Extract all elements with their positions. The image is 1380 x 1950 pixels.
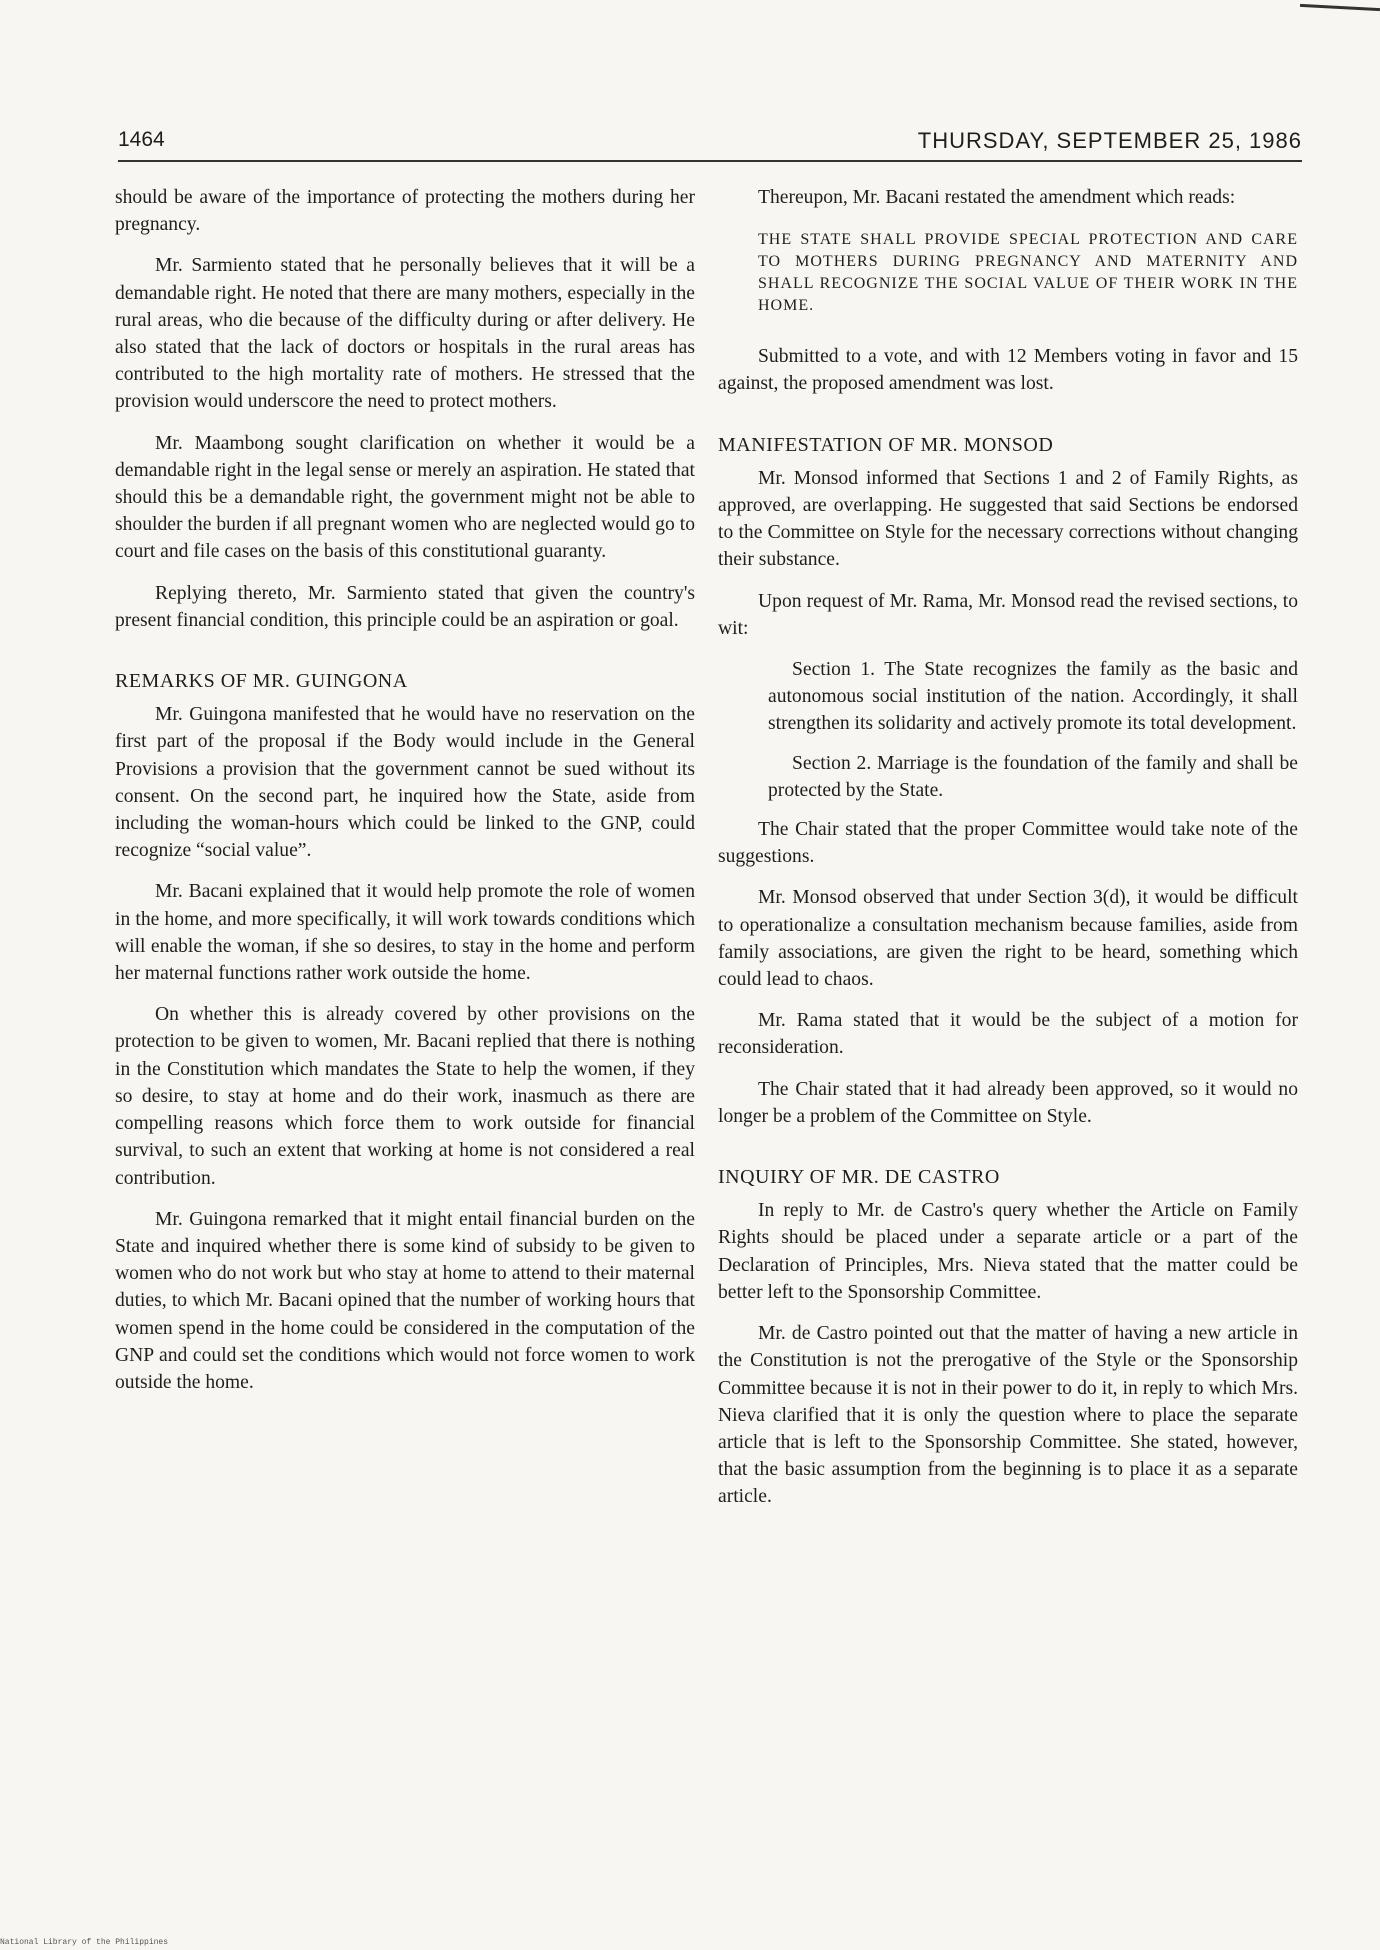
paragraph: On whether this is already covered by other provisions on the protection to be given to women, Mr. Bacani replied that there is nothing in the Constitution which mandates the State to help the women, if they so desire, to stay at home and do their work, inasmuch as there are compelling reasons which force them to work outside for financial survival, to such an extent that working at home is not considered a real contribution. — [115, 1004, 695, 1189]
paragraph: In reply to Mr. de Castro's query whether the Article on Family Rights should be placed under a separate article or a part of the Declaration of Principles, Mrs. Nieva stated that the matter could be better left to the Sponsorship Committee. — [718, 1200, 1298, 1303]
paragraph: Upon request of Mr. Rama, Mr. Monsod read the revised sections, to wit: — [718, 590, 1298, 639]
left-column — [115, 184, 695, 1410]
paragraph: Mr. de Castro pointed out that the matter of having a new article in the Constitution is not the prerogative of the Style or the Sponsorship Committee because it is not in their power to do it, in reply to which Mrs. Nieva clarified that it is only the question where to place the separate article that is left to the Sponsorship Committee. She stated, however, that the basic assumption from the beginning is to place it as a separate article. — [718, 1323, 1298, 1508]
scan-mark — [1300, 4, 1380, 11]
section-heading: MANIFESTATION OF MR. MONSOD — [718, 433, 1054, 456]
paragraph: should be aware of the importance of protecting the mothers during her pregnancy. — [115, 187, 695, 236]
paragraph: Mr. Monsod informed that Sections 1 and 2 of Family Rights, as approved, are overlapping. He suggested that said Sections be endorsed to the Committee on Style for the necessary corrections without changing their substance. — [718, 467, 1298, 571]
paragraph: Mr. Bacani explained that it would help promote the role of women in the home, and more specifically, it will work towards conditions which will enable the woman, if she so desires, to stay in the home and perform her maternal functions rather work outside the home. — [115, 881, 695, 985]
amendment-text: THE STATE SHALL PROVIDE SPECIAL PROTECTION AND CARE TO MOTHERS DURING PREGNANCY AND MATERNITY AND SHALL RECOGNIZE THE SOCIAL VALUE OF THEIR WORK IN THE HOME. — [758, 231, 1298, 315]
paragraph: Mr. Guingona remarked that it might entail financial burden on the State and inquired whether there is some kind of subsidy to be given to women who do not work but who stay at home to attend to their maternal duties, to which Mr. Bacani opined that the number of working hours that women spend in the home could be considered in the computation of the GNP and could set the conditions which would not force women to work outside the home. — [115, 1208, 695, 1393]
header-rule — [118, 160, 1302, 162]
section-heading: REMARKS OF MR. GUINGONA — [115, 670, 408, 693]
paragraph: Replying thereto, Mr. Sarmiento stated that given the country's present financial condition, this principle could be an aspiration or goal. — [115, 582, 695, 631]
paragraph: Mr. Guingona manifested that he would have no reservation on the first part of the proposal if the Body would include in the General Provisions a provision that the government cannot be sued without its consent. On the second part, he inquired how the State, aside from including the woman-hours which could be linked to the GNP, could recognize “social value”. — [115, 704, 695, 862]
paragraph: The Chair stated that it had already been approved, so it would no longer be a problem of the Committee on Style. — [718, 1078, 1298, 1127]
section-heading: INQUIRY OF MR. DE CASTRO — [718, 1166, 1000, 1189]
scan-footer: National Library of the Philippines — [0, 1938, 169, 1947]
quoted-section: Section 2. Marriage is the foundation of the family and shall be protected by the State. — [768, 752, 1298, 801]
page-header — [118, 128, 1302, 158]
quoted-section: Section 1. The State recognizes the family as the basic and autonomous social institution of the nation. Accordingly, it shall strengthen its solidarity and actively promote its total development. — [768, 659, 1298, 735]
paragraph: Mr. Monsod observed that under Section 3(d), it would be difficult to operationalize a consultation mechanism because families, aside from family associations, are given the right to be heard, something which could lead to chaos. — [718, 887, 1298, 991]
paragraph: Mr. Rama stated that it would be the subject of a motion for reconsideration. — [718, 1010, 1298, 1059]
right-column — [718, 184, 1298, 1525]
paragraph: Mr. Maambong sought clarification on whether it would be a demandable right in the legal sense or merely an aspiration. He stated that should this be a demandable right, the government might not be able to shoulder the burden if all pregnant women who are neglected would go to court and file cases on the basis of this constitutional guaranty. — [115, 432, 695, 563]
paragraph: The Chair stated that the proper Committee would take note of the suggestions. — [718, 819, 1298, 868]
paragraph: Thereupon, Mr. Bacani restated the amendment which reads: — [758, 187, 1236, 208]
paragraph: Submitted to a vote, and with 12 Members voting in favor and 15 against, the proposed amendment was lost. — [718, 346, 1298, 395]
page-number: 1464 — [118, 128, 165, 151]
paragraph: Mr. Sarmiento stated that he personally believes that it will be a demandable right. He noted that there are many mothers, especially in the rural areas, who die because of the difficulty during or after delivery. He also stated that the lack of doctors or hospitals in the rural areas has contributed to the high mortality rate of mothers. He stressed that the provision would underscore the need to protect mothers. — [115, 255, 695, 413]
page-date: THURSDAY, SEPTEMBER 25, 1986 — [917, 128, 1302, 153]
